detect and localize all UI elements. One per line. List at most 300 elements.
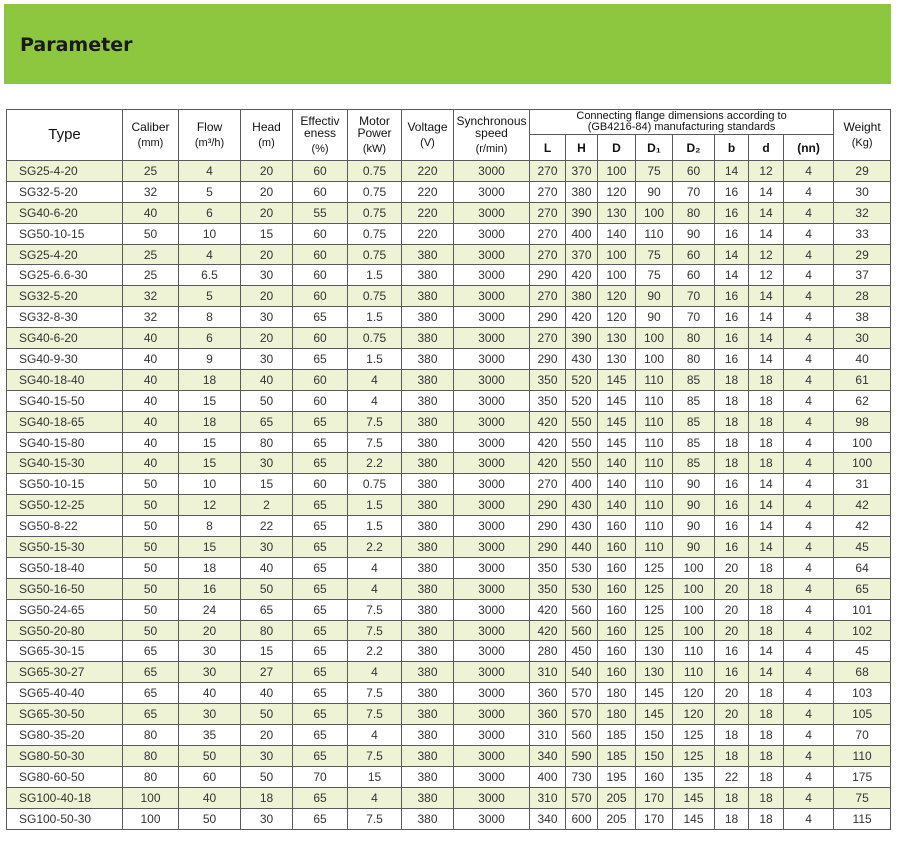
type-cell: SG50-10-15	[7, 223, 123, 244]
value-cell: 4	[784, 369, 834, 390]
value-cell: 65	[293, 725, 348, 746]
value-cell: 75	[834, 787, 891, 808]
table-row	[7, 202, 891, 223]
type-cell: SG80-50-30	[7, 745, 123, 766]
value-cell: 430	[566, 349, 598, 370]
value-cell: 160	[598, 578, 636, 599]
value-cell: 30	[179, 641, 241, 662]
value-cell: 50	[179, 808, 241, 829]
header-synchronous-speed: Synchronous speed (r/min)	[454, 110, 530, 161]
value-cell: 220	[402, 181, 454, 202]
value-cell: 170	[636, 808, 673, 829]
value-cell: 3000	[454, 578, 530, 599]
value-cell: 160	[636, 766, 673, 787]
value-cell: 16	[179, 578, 241, 599]
table-row	[7, 725, 891, 746]
value-cell: 220	[402, 202, 454, 223]
value-cell: 160	[598, 557, 636, 578]
value-cell: 50	[241, 578, 293, 599]
value-cell: 140	[598, 495, 636, 516]
value-cell: 3000	[454, 620, 530, 641]
type-cell: SG80-60-50	[7, 766, 123, 787]
header-flange-col: D₁	[636, 135, 673, 161]
value-cell: 18	[179, 557, 241, 578]
value-cell: 4	[784, 411, 834, 432]
value-cell: 50	[123, 599, 179, 620]
value-cell: 18	[749, 725, 784, 746]
value-cell: 4	[348, 557, 402, 578]
value-cell: 270	[530, 328, 566, 349]
header-flow: Flow (m³/h)	[179, 110, 241, 161]
header-flange-col: (nn)	[784, 135, 834, 161]
value-cell: 380	[402, 286, 454, 307]
value-cell: 20	[241, 328, 293, 349]
value-cell: 25	[123, 265, 179, 286]
value-cell: 380	[402, 516, 454, 537]
value-cell: 80	[241, 432, 293, 453]
value-cell: 7.5	[348, 599, 402, 620]
value-cell: 20	[715, 620, 749, 641]
value-cell: 380	[402, 244, 454, 265]
value-cell: 7.5	[348, 432, 402, 453]
value-cell: 10	[179, 474, 241, 495]
value-cell: 16	[715, 328, 749, 349]
value-cell: 105	[834, 704, 891, 725]
value-cell: 100	[636, 328, 673, 349]
value-cell: 30	[241, 265, 293, 286]
value-cell: 18	[749, 683, 784, 704]
value-cell: 400	[566, 223, 598, 244]
value-cell: 24	[179, 599, 241, 620]
value-cell: 3000	[454, 265, 530, 286]
value-cell: 16	[715, 202, 749, 223]
value-cell: 30	[179, 704, 241, 725]
value-cell: 4	[348, 369, 402, 390]
value-cell: 100	[598, 265, 636, 286]
value-cell: 4	[784, 766, 834, 787]
value-cell: 290	[530, 537, 566, 558]
type-cell: SG100-40-18	[7, 787, 123, 808]
value-cell: 420	[530, 432, 566, 453]
value-cell: 65	[123, 641, 179, 662]
value-cell: 380	[402, 599, 454, 620]
value-cell: 18	[749, 432, 784, 453]
value-cell: 9	[179, 349, 241, 370]
table-row	[7, 411, 891, 432]
value-cell: 100	[598, 161, 636, 182]
table-row	[7, 453, 891, 474]
value-cell: 380	[402, 369, 454, 390]
header-flange-col: b	[715, 135, 749, 161]
value-cell: 380	[402, 641, 454, 662]
value-cell: 3000	[454, 474, 530, 495]
value-cell: 120	[598, 286, 636, 307]
value-cell: 270	[530, 223, 566, 244]
table-row	[7, 808, 891, 829]
table-row	[7, 557, 891, 578]
value-cell: 65	[293, 578, 348, 599]
value-cell: 90	[636, 181, 673, 202]
value-cell: 380	[402, 578, 454, 599]
value-cell: 570	[566, 683, 598, 704]
type-cell: SG40-15-50	[7, 390, 123, 411]
value-cell: 65	[293, 411, 348, 432]
value-cell: 3000	[454, 369, 530, 390]
type-cell: SG65-30-15	[7, 641, 123, 662]
value-cell: 3000	[454, 286, 530, 307]
type-cell: SG40-6-20	[7, 328, 123, 349]
value-cell: 0.75	[348, 244, 402, 265]
value-cell: 50	[123, 620, 179, 641]
header-flange-col: d	[749, 135, 784, 161]
value-cell: 50	[123, 495, 179, 516]
table-row	[7, 641, 891, 662]
value-cell: 3000	[454, 766, 530, 787]
value-cell: 40	[123, 202, 179, 223]
value-cell: 3000	[454, 516, 530, 537]
value-cell: 4	[179, 244, 241, 265]
value-cell: 3000	[454, 349, 530, 370]
type-cell: SG25-4-20	[7, 161, 123, 182]
value-cell: 420	[530, 620, 566, 641]
value-cell: 550	[566, 453, 598, 474]
value-cell: 160	[598, 620, 636, 641]
value-cell: 440	[566, 537, 598, 558]
value-cell: 90	[673, 516, 715, 537]
value-cell: 4	[179, 161, 241, 182]
value-cell: 30	[241, 307, 293, 328]
value-cell: 270	[530, 474, 566, 495]
value-cell: 7.5	[348, 620, 402, 641]
value-cell: 560	[566, 599, 598, 620]
value-cell: 7.5	[348, 411, 402, 432]
value-cell: 18	[749, 390, 784, 411]
header-weight: Weight (Kg)	[834, 110, 891, 161]
value-cell: 60	[293, 181, 348, 202]
type-cell: SG25-4-20	[7, 244, 123, 265]
value-cell: 4	[348, 662, 402, 683]
value-cell: 110	[636, 495, 673, 516]
value-cell: 4	[784, 181, 834, 202]
value-cell: 125	[636, 620, 673, 641]
value-cell: 15	[179, 537, 241, 558]
value-cell: 14	[715, 244, 749, 265]
value-cell: 90	[673, 223, 715, 244]
value-cell: 65	[293, 453, 348, 474]
value-cell: 90	[636, 286, 673, 307]
value-cell: 50	[241, 390, 293, 411]
value-cell: 15	[179, 390, 241, 411]
value-cell: 85	[673, 453, 715, 474]
value-cell: 270	[530, 244, 566, 265]
value-cell: 5	[179, 286, 241, 307]
value-cell: 70	[673, 286, 715, 307]
value-cell: 3000	[454, 808, 530, 829]
value-cell: 25	[123, 161, 179, 182]
value-cell: 380	[402, 390, 454, 411]
table-row	[7, 578, 891, 599]
value-cell: 102	[834, 620, 891, 641]
value-cell: 110	[636, 369, 673, 390]
value-cell: 4	[784, 161, 834, 182]
value-cell: 20	[715, 599, 749, 620]
value-cell: 30	[241, 537, 293, 558]
header-flange-col: D₂	[673, 135, 715, 161]
value-cell: 380	[566, 181, 598, 202]
value-cell: 350	[530, 369, 566, 390]
value-cell: 4	[784, 390, 834, 411]
type-cell: SG50-15-30	[7, 537, 123, 558]
value-cell: 370	[566, 161, 598, 182]
value-cell: 50	[241, 704, 293, 725]
value-cell: 290	[530, 307, 566, 328]
value-cell: 14	[749, 328, 784, 349]
type-cell: SG80-35-20	[7, 725, 123, 746]
value-cell: 380	[402, 411, 454, 432]
value-cell: 65	[293, 620, 348, 641]
value-cell: 50	[123, 578, 179, 599]
value-cell: 195	[598, 766, 636, 787]
value-cell: 4	[784, 557, 834, 578]
value-cell: 4	[784, 620, 834, 641]
table-row	[7, 474, 891, 495]
parameter-banner	[4, 4, 891, 84]
value-cell: 60	[293, 161, 348, 182]
value-cell: 270	[530, 202, 566, 223]
value-cell: 64	[834, 557, 891, 578]
value-cell: 125	[673, 725, 715, 746]
value-cell: 14	[749, 181, 784, 202]
value-cell: 350	[530, 390, 566, 411]
value-cell: 4	[784, 495, 834, 516]
value-cell: 20	[241, 286, 293, 307]
value-cell: 6	[179, 202, 241, 223]
value-cell: 14	[749, 349, 784, 370]
value-cell: 40	[123, 411, 179, 432]
value-cell: 60	[673, 265, 715, 286]
header-flange-col: D	[598, 135, 636, 161]
value-cell: 50	[241, 766, 293, 787]
value-cell: 160	[598, 599, 636, 620]
value-cell: 530	[566, 578, 598, 599]
value-cell: 3000	[454, 411, 530, 432]
value-cell: 60	[293, 286, 348, 307]
header-voltage: Voltage (V)	[402, 110, 454, 161]
value-cell: 130	[598, 202, 636, 223]
value-cell: 4	[784, 202, 834, 223]
value-cell: 3000	[454, 683, 530, 704]
value-cell: 45	[834, 537, 891, 558]
value-cell: 380	[402, 620, 454, 641]
value-cell: 160	[598, 516, 636, 537]
table-row	[7, 662, 891, 683]
value-cell: 3000	[454, 181, 530, 202]
value-cell: 32	[123, 307, 179, 328]
value-cell: 14	[749, 223, 784, 244]
value-cell: 18	[749, 766, 784, 787]
value-cell: 40	[241, 369, 293, 390]
table-row	[7, 161, 891, 182]
value-cell: 65	[241, 411, 293, 432]
value-cell: 145	[636, 704, 673, 725]
value-cell: 80	[123, 766, 179, 787]
value-cell: 4	[348, 725, 402, 746]
value-cell: 100	[673, 599, 715, 620]
value-cell: 37	[834, 265, 891, 286]
header-type: Type	[7, 110, 123, 161]
value-cell: 18	[715, 432, 749, 453]
value-cell: 29	[834, 161, 891, 182]
type-cell: SG40-9-30	[7, 349, 123, 370]
value-cell: 20	[715, 704, 749, 725]
value-cell: 80	[241, 620, 293, 641]
value-cell: 310	[530, 662, 566, 683]
value-cell: 16	[715, 537, 749, 558]
value-cell: 220	[402, 161, 454, 182]
type-cell: SG50-16-50	[7, 578, 123, 599]
value-cell: 185	[598, 725, 636, 746]
value-cell: 18	[749, 453, 784, 474]
type-cell: SG40-15-30	[7, 453, 123, 474]
value-cell: 430	[566, 516, 598, 537]
value-cell: 205	[598, 787, 636, 808]
value-cell: 3000	[454, 704, 530, 725]
value-cell: 65	[293, 599, 348, 620]
value-cell: 75	[636, 244, 673, 265]
table-row	[7, 516, 891, 537]
value-cell: 400	[566, 474, 598, 495]
value-cell: 3000	[454, 328, 530, 349]
value-cell: 125	[636, 578, 673, 599]
value-cell: 18	[749, 578, 784, 599]
value-cell: 380	[402, 662, 454, 683]
value-cell: 380	[402, 265, 454, 286]
header-caliber: Caliber (mm)	[123, 110, 179, 161]
value-cell: 50	[179, 745, 241, 766]
value-cell: 2.2	[348, 453, 402, 474]
value-cell: 450	[566, 641, 598, 662]
value-cell: 32	[834, 202, 891, 223]
value-cell: 0.75	[348, 328, 402, 349]
value-cell: 1.5	[348, 349, 402, 370]
table-row	[7, 620, 891, 641]
value-cell: 101	[834, 599, 891, 620]
value-cell: 18	[179, 369, 241, 390]
value-cell: 1.5	[348, 495, 402, 516]
table-row	[7, 286, 891, 307]
value-cell: 4	[784, 453, 834, 474]
parameter-table	[6, 109, 891, 830]
value-cell: 20	[715, 683, 749, 704]
value-cell: 16	[715, 516, 749, 537]
header-effectiveness: Effectiv eness (%)	[293, 110, 348, 161]
value-cell: 370	[566, 244, 598, 265]
table-row	[7, 766, 891, 787]
value-cell: 33	[834, 223, 891, 244]
value-cell: 3000	[454, 161, 530, 182]
value-cell: 145	[598, 369, 636, 390]
value-cell: 70	[293, 766, 348, 787]
value-cell: 70	[673, 181, 715, 202]
value-cell: 100	[598, 244, 636, 265]
value-cell: 180	[598, 704, 636, 725]
value-cell: 60	[293, 328, 348, 349]
value-cell: 4	[348, 578, 402, 599]
value-cell: 20	[241, 244, 293, 265]
value-cell: 4	[784, 704, 834, 725]
value-cell: 18	[241, 787, 293, 808]
value-cell: 60	[293, 474, 348, 495]
value-cell: 60	[179, 766, 241, 787]
value-cell: 85	[673, 369, 715, 390]
value-cell: 4	[348, 787, 402, 808]
value-cell: 130	[636, 662, 673, 683]
value-cell: 100	[673, 557, 715, 578]
value-cell: 14	[749, 307, 784, 328]
value-cell: 110	[636, 390, 673, 411]
value-cell: 2	[241, 495, 293, 516]
value-cell: 145	[598, 432, 636, 453]
table-row	[7, 432, 891, 453]
value-cell: 80	[123, 745, 179, 766]
value-cell: 380	[402, 557, 454, 578]
value-cell: 16	[715, 641, 749, 662]
value-cell: 15	[241, 641, 293, 662]
value-cell: 100	[123, 787, 179, 808]
value-cell: 7.5	[348, 683, 402, 704]
value-cell: 0.75	[348, 181, 402, 202]
value-cell: 3000	[454, 223, 530, 244]
value-cell: 360	[530, 704, 566, 725]
value-cell: 40	[179, 787, 241, 808]
value-cell: 30	[241, 745, 293, 766]
value-cell: 3000	[454, 307, 530, 328]
value-cell: 380	[402, 537, 454, 558]
value-cell: 22	[241, 516, 293, 537]
value-cell: 20	[241, 181, 293, 202]
value-cell: 40	[241, 683, 293, 704]
value-cell: 160	[598, 641, 636, 662]
value-cell: 420	[530, 453, 566, 474]
value-cell: 350	[530, 557, 566, 578]
value-cell: 3000	[454, 537, 530, 558]
value-cell: 0.75	[348, 223, 402, 244]
value-cell: 60	[673, 161, 715, 182]
value-cell: 220	[402, 223, 454, 244]
value-cell: 4	[784, 725, 834, 746]
value-cell: 4	[784, 537, 834, 558]
table-row	[7, 265, 891, 286]
table-row	[7, 704, 891, 725]
value-cell: 70	[834, 725, 891, 746]
value-cell: 100	[673, 620, 715, 641]
value-cell: 380	[402, 307, 454, 328]
value-cell: 270	[530, 181, 566, 202]
value-cell: 65	[293, 537, 348, 558]
value-cell: 0.75	[348, 286, 402, 307]
value-cell: 40	[123, 328, 179, 349]
type-cell: SG40-18-65	[7, 411, 123, 432]
value-cell: 3000	[454, 390, 530, 411]
value-cell: 20	[179, 620, 241, 641]
type-cell: SG50-20-80	[7, 620, 123, 641]
value-cell: 18	[715, 390, 749, 411]
value-cell: 90	[636, 307, 673, 328]
value-cell: 65	[293, 787, 348, 808]
header-motor-power: Motor Power (kW)	[348, 110, 402, 161]
value-cell: 430	[566, 495, 598, 516]
value-cell: 4	[784, 808, 834, 829]
